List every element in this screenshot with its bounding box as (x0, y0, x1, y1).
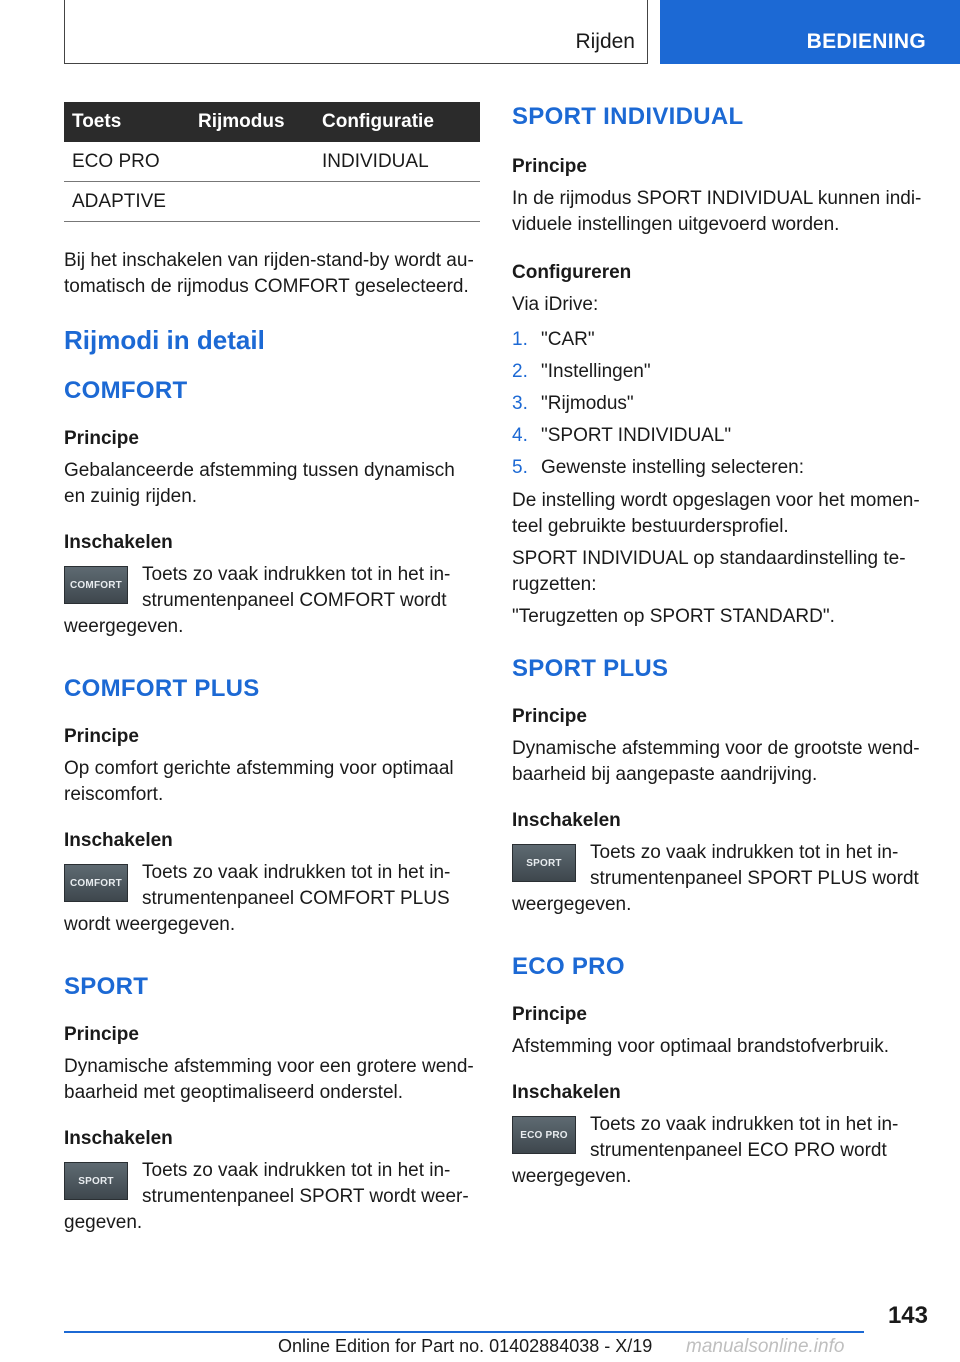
sport-principle-label: Principe (64, 1024, 139, 1045)
sport-individual-principle-label: Principe (512, 156, 587, 177)
intro-text: Bij het inschakelen van rijden-stand-by wordt au-tomatisch de rijmodus COMFORT geselecteerd. (64, 250, 474, 297)
sport-switch-label: Inschakelen (64, 1128, 173, 1149)
sport-switch-block (64, 1158, 480, 1236)
eco-pro-principle-text: Afstemming voor optimaal brandstofverbruik. (512, 1036, 889, 1057)
sport-plus-principle-text: Dynamische afstemming voor de grootste wend-baarheid bij aangepaste aandrijving. (512, 738, 920, 785)
list-item: 4. "SPORT INDIVIDUAL" (512, 425, 732, 446)
eco-pro-switch-text: Toets zo vaak indrukken tot in het in-strumentenpaneel ECO PRO wordt weergegeven. (512, 1114, 899, 1187)
table-cell: INDIVIDUAL (314, 142, 480, 182)
sport-switch-text: Toets zo vaak indrukken tot in het in-strumentenpaneel SPORT wordt weer-gegeven. (64, 1160, 469, 1233)
header-section-box (64, 0, 648, 64)
comfort-button-image: COMFORT (64, 566, 128, 604)
list-item: 1. "CAR" (512, 329, 595, 350)
key-table (64, 102, 480, 222)
sport-plus-button-image: SPORT (512, 844, 576, 882)
table-cell (190, 182, 314, 222)
comfort-plus-button-image: COMFORT (64, 864, 128, 902)
sport-individual-after-1: De instelling wordt opgeslagen voor het momen-teel gebruikte bestuurdersprofiel. (512, 490, 920, 537)
sport-plus-principle-label: Principe (512, 706, 587, 727)
list-item: 3. "Rijmodus" (512, 393, 634, 414)
table-cell: ADAPTIVE (64, 182, 190, 222)
comfort-switch-label: Inschakelen (64, 532, 173, 553)
key-table-header: Rijmodus (190, 102, 314, 142)
comfort-switch-text: Toets zo vaak indrukken tot in het in-strumentenpaneel COMFORT wordt weergegeven. (64, 564, 451, 637)
comfort-principle-label: Principe (64, 428, 139, 449)
comfort-plus-switch-label: Inschakelen (64, 830, 173, 851)
eco-pro-principle-label: Principe (512, 1004, 587, 1025)
sport-plus-switch-block (512, 840, 928, 918)
sport-individual-principle-text: In de rijmodus SPORT INDIVIDUAL kunnen indi-viduele instellingen uitgevoerd worden. (512, 188, 922, 235)
comfort-plus-principle-text: Op comfort gerichte afstemming voor optimaal reiscomfort. (64, 758, 454, 805)
list-item: 5. Gewenste instelling selecteren: (512, 457, 804, 478)
left-column (64, 102, 480, 1236)
sport-principle-text: Dynamische afstemming voor een grotere wend-baarheid met geoptimaliseerd onderstel. (64, 1056, 474, 1103)
comfort-plus-switch-block (64, 860, 480, 938)
key-table-header-row (64, 102, 480, 142)
sport-button-image: SPORT (64, 1162, 128, 1200)
header-chapter-tab[interactable] (660, 0, 960, 64)
right-column (512, 102, 928, 1190)
table-cell: ECO PRO (64, 142, 190, 182)
page-number: 143 (887, 1302, 928, 1329)
key-table-header: Configuratie (314, 102, 480, 142)
watermark: manualsonline.info (686, 1336, 845, 1357)
eco-pro-heading: ECO PRO (512, 953, 625, 980)
sport-individual-config-label: Configureren (512, 262, 632, 283)
footer-divider (64, 1331, 864, 1333)
header-section-title: Rijden (575, 30, 635, 53)
comfort-plus-switch-text: Toets zo vaak indrukken tot in het in-strumentenpaneel COMFORT PLUS wordt weergegeven. (64, 862, 451, 935)
sport-heading: SPORT (64, 973, 149, 1000)
sport-individual-heading: SPORT INDIVIDUAL (512, 103, 744, 130)
table-row (64, 142, 480, 182)
eco-pro-switch-label: Inschakelen (512, 1082, 621, 1103)
eco-pro-switch-block (512, 1112, 928, 1190)
list-item: 2. "Instellingen" (512, 361, 651, 382)
footer-edition: Online Edition for Part no. 01402884038 - X/19 (278, 1336, 653, 1356)
sport-plus-heading: SPORT PLUS (512, 655, 669, 682)
comfort-heading: COMFORT (64, 377, 188, 404)
table-cell (190, 142, 314, 182)
main-heading: Rijmodi in detail (64, 325, 265, 355)
sport-plus-switch-text: Toets zo vaak indrukken tot in het in-strumentenpaneel SPORT PLUS wordt weergegeven. (512, 842, 919, 915)
sport-plus-switch-label: Inschakelen (512, 810, 621, 831)
comfort-plus-heading: COMFORT PLUS (64, 675, 260, 702)
comfort-plus-principle-label: Principe (64, 726, 139, 747)
comfort-switch-block (64, 562, 480, 640)
sport-individual-steps (512, 324, 928, 484)
header-chapter-label: BEDIENING (806, 30, 926, 53)
eco-pro-button-image: ECO PRO (512, 1116, 576, 1154)
sport-individual-after-2: SPORT INDIVIDUAL op standaardinstelling te-rugzetten: (512, 548, 906, 595)
key-table-header: Toets (64, 102, 190, 142)
table-cell (314, 182, 480, 222)
table-row (64, 182, 480, 222)
comfort-principle-text: Gebalanceerde afstemming tussen dynamisch en zuinig rijden. (64, 460, 455, 507)
sport-individual-after-3: "Terugzetten op SPORT STANDARD". (512, 606, 835, 627)
sport-individual-via: Via iDrive: (512, 294, 599, 315)
